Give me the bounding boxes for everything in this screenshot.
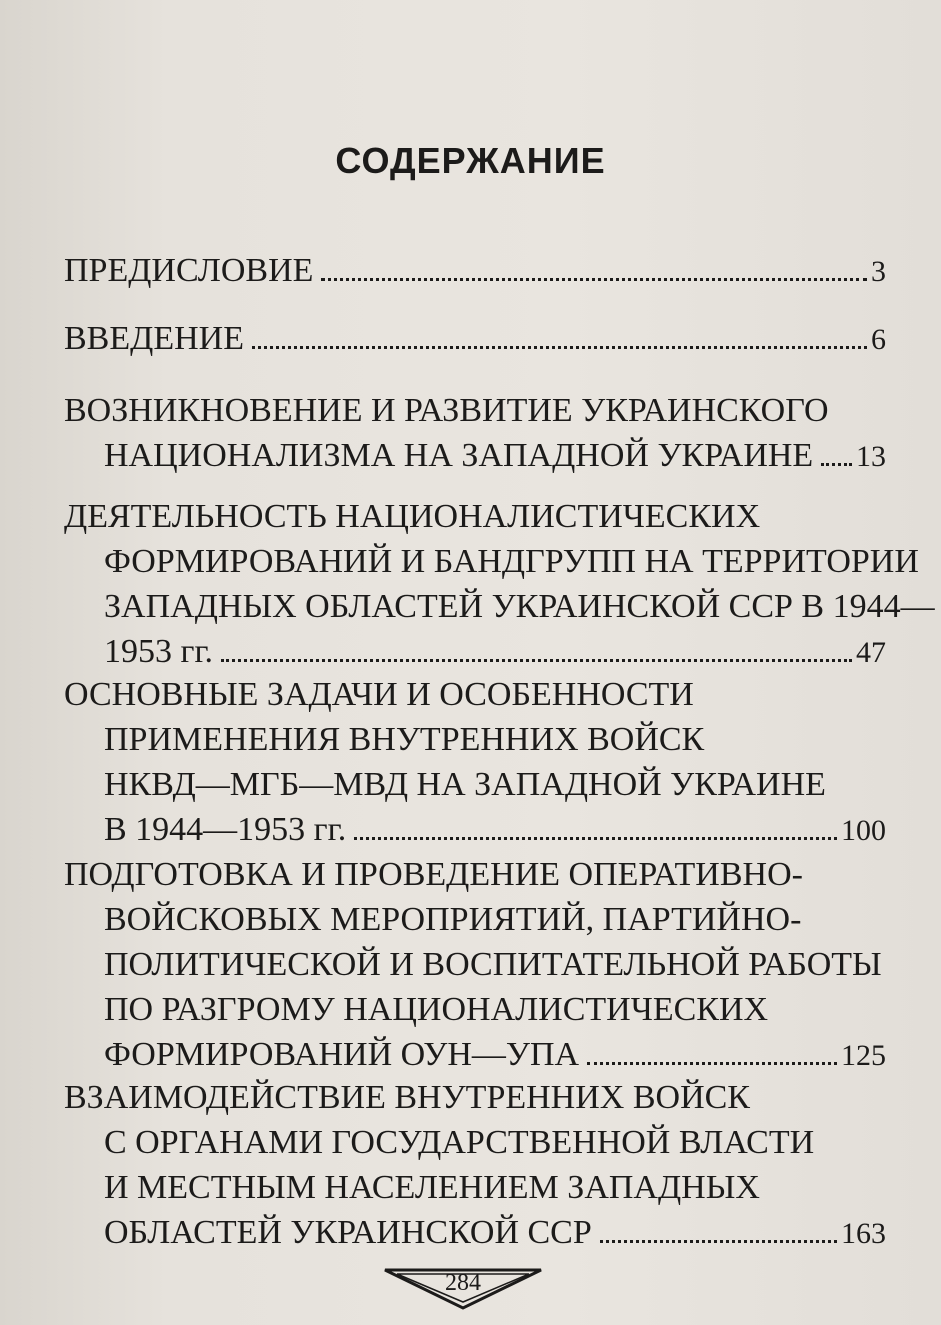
toc-entry-line: ПОДГОТОВКА И ПРОВЕДЕНИЕ ОПЕРАТИВНО- [64, 856, 803, 893]
toc-entry-line: ПРИМЕНЕНИЯ ВНУТРЕННИХ ВОЙСК [104, 721, 705, 758]
dot-leader [252, 346, 867, 349]
toc-page-number: 47 [856, 636, 886, 669]
toc-entry-title: НАЦИОНАЛИЗМА НА ЗАПАДНОЙ УКРАИНЕ [104, 437, 814, 474]
toc-entry [64, 388, 886, 479]
toc-entry-line: И МЕСТНЫМ НАСЕЛЕНИЕМ ЗАПАДНЫХ [104, 1169, 760, 1206]
toc-entry [64, 672, 886, 853]
toc-entry-line: ВЗАИМОДЕЙСТВИЕ ВНУТРЕННИХ ВОЙСК [64, 1079, 750, 1116]
toc-entry-line: ВОЙСКОВЫХ МЕРОПРИЯТИЙ, ПАРТИЙНО- [104, 901, 802, 938]
toc-entry-line: ДЕЯТЕЛЬНОСТЬ НАЦИОНАЛИСТИЧЕСКИХ [64, 498, 761, 535]
toc-page-number: 100 [841, 814, 886, 847]
toc-entry-line: ОСНОВНЫЕ ЗАДАЧИ И ОСОБЕННОСТИ [64, 676, 694, 713]
toc-entry-title: ПРЕДИСЛОВИЕ [64, 252, 314, 289]
dot-leader [321, 278, 867, 281]
page-number: 284 [445, 1270, 481, 1296]
toc-entry-line: ПОЛИТИЧЕСКОЙ И ВОСПИТАТЕЛЬНОЙ РАБОТЫ [104, 946, 882, 983]
toc-entry-title: ОБЛАСТЕЙ УКРАИНСКОЙ ССР [104, 1214, 592, 1251]
toc-entry-last-line [64, 1032, 886, 1078]
toc-entry-last-line [64, 316, 886, 362]
toc-entry [64, 852, 886, 1078]
toc-entry-title: ВВЕДЕНИЕ [64, 320, 244, 357]
toc-entry-line: ВОЗНИКНОВЕНИЕ И РАЗВИТИЕ УКРАИНСКОГО [64, 392, 829, 429]
toc-entry-last-line [64, 1210, 886, 1256]
toc-entry-line: ПО РАЗГРОМУ НАЦИОНАЛИСТИЧЕСКИХ [104, 991, 769, 1028]
dot-leader [600, 1240, 837, 1243]
toc-page-number: 3 [871, 255, 886, 288]
toc-entry-title: В 1944—1953 гг. [104, 811, 347, 848]
toc-entry [64, 1075, 886, 1256]
toc-entry-line: ЗАПАДНЫХ ОБЛАСТЕЙ УКРАИНСКОЙ ССР В 1944— [104, 588, 935, 625]
toc-page-number: 125 [841, 1039, 886, 1072]
toc-entry-last-line [64, 807, 886, 853]
toc-page-number: 13 [856, 440, 886, 473]
toc-entry [64, 494, 935, 675]
toc-page-number: 6 [871, 323, 886, 356]
dot-leader [587, 1062, 837, 1065]
toc-page-number: 163 [841, 1217, 886, 1250]
toc-entry [64, 316, 886, 362]
page-footer [383, 1266, 543, 1310]
toc-entry-line: С ОРГАНАМИ ГОСУДАРСТВЕННОЙ ВЛАСТИ [104, 1124, 815, 1161]
dot-leader [821, 463, 852, 466]
page-title: СОДЕРЖАНИЕ [335, 140, 606, 181]
toc-entry-title: 1953 гг. [104, 633, 214, 670]
toc-entry-line: ФОРМИРОВАНИЙ И БАНДГРУПП НА ТЕРРИТОРИИ [104, 543, 919, 580]
toc-entry [64, 248, 886, 294]
dot-leader [221, 659, 852, 662]
toc-entry-last-line [64, 248, 886, 294]
toc-entry-last-line [64, 629, 886, 675]
toc-entry-line: НКВД—МГБ—МВД НА ЗАПАДНОЙ УКРАИНЕ [104, 766, 826, 803]
toc-entry-last-line [64, 433, 886, 479]
dot-leader [354, 837, 837, 840]
toc-entry-title: ФОРМИРОВАНИЙ ОУН—УПА [104, 1036, 580, 1073]
